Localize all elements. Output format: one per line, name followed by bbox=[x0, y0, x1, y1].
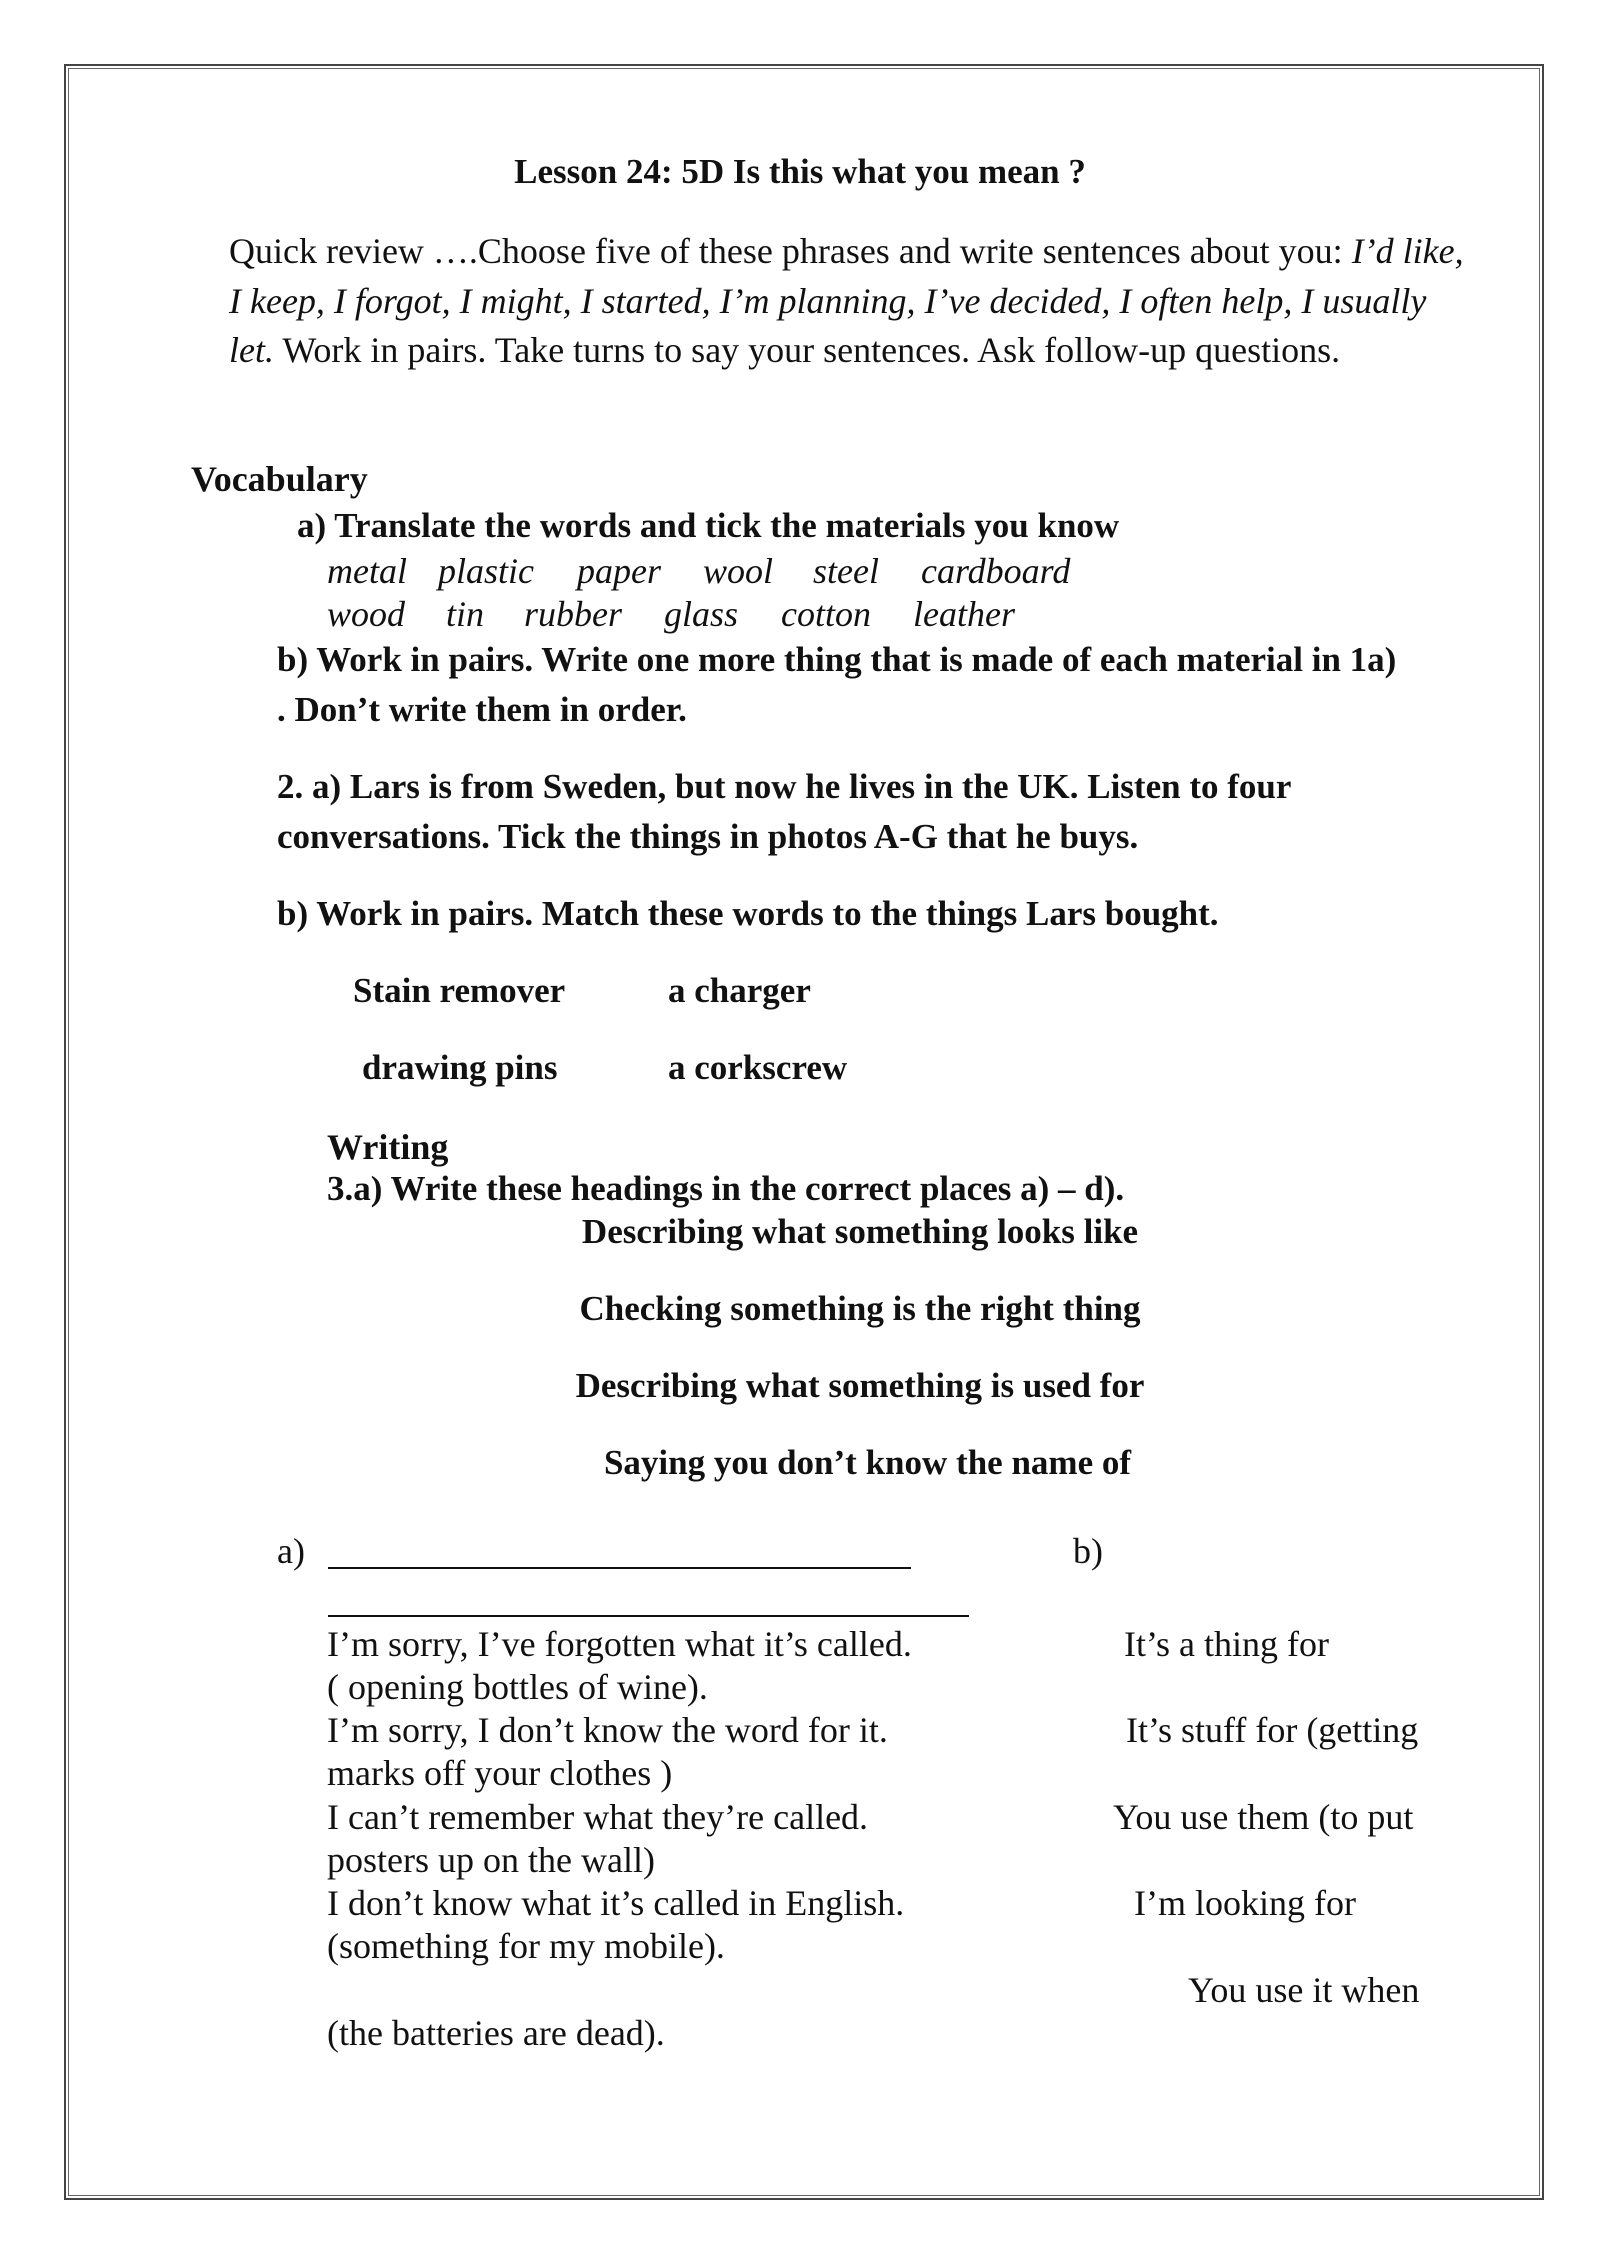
left-line-6: posters up on the wall) bbox=[327, 1840, 655, 1880]
heading-option-checking: Checking something is the right thing bbox=[579, 1289, 1141, 1328]
heading-option-looks-like: Describing what something looks like bbox=[581, 1212, 1139, 1251]
lesson-title: Lesson 24: 5D Is this what you mean ? bbox=[514, 152, 1086, 191]
quick-review-lead: Quick review ….Choose five of these phrases and write sentences about you: bbox=[229, 231, 1352, 271]
answer-blank-a1[interactable] bbox=[328, 1567, 911, 1569]
right-line-3: You use them (to put bbox=[1113, 1797, 1414, 1837]
writing-heading: Writing bbox=[327, 1127, 449, 1167]
word-glass: glass bbox=[664, 594, 739, 634]
word-tin: tin bbox=[446, 594, 485, 634]
vocabulary-task-a: a) Translate the words and tick the materials you know bbox=[297, 506, 1120, 545]
left-line-4: marks off your clothes ) bbox=[327, 1753, 673, 1793]
word-cardboard: cardboard bbox=[921, 551, 1071, 591]
right-line-5: You use it when bbox=[1188, 1970, 1420, 2010]
match-word-charger: a charger bbox=[668, 971, 811, 1010]
page-border bbox=[64, 64, 1544, 2200]
right-line-1: It’s a thing for bbox=[1124, 1624, 1329, 1664]
answer-label-a: a) bbox=[277, 1531, 305, 1571]
quick-review-tail: Work in pairs. Take turns to say your sentences. Ask follow-up questions. bbox=[273, 330, 1341, 370]
match-word-drawing-pins: drawing pins bbox=[362, 1048, 558, 1087]
exercise2-a-line2: conversations. Tick the things in photos A-G that he buys. bbox=[277, 817, 1139, 856]
vocabulary-heading: Vocabulary bbox=[191, 459, 368, 499]
writing-task: 3.a) Write these headings in the correct places a) – d). bbox=[327, 1169, 1125, 1208]
word-plastic: plastic bbox=[438, 551, 534, 591]
left-line-8: (something for my mobile). bbox=[327, 1926, 725, 1966]
heading-option-used-for: Describing what something is used for bbox=[575, 1366, 1145, 1405]
answer-blank-a2[interactable] bbox=[328, 1615, 969, 1617]
left-line-3: I’m sorry, I don’t know the word for it. bbox=[327, 1710, 888, 1750]
left-line-5: I can’t remember what they’re called. bbox=[327, 1797, 869, 1837]
word-paper: paper bbox=[577, 551, 661, 591]
heading-option-dont-know-name: Saying you don’t know the name of bbox=[603, 1443, 1132, 1482]
match-word-corkscrew: a corkscrew bbox=[668, 1048, 848, 1087]
word-cotton: cotton bbox=[781, 594, 871, 634]
quick-review-paragraph bbox=[229, 227, 1474, 376]
right-line-2: It’s stuff for (getting bbox=[1126, 1710, 1419, 1750]
left-line-2: ( opening bottles of wine). bbox=[327, 1667, 708, 1707]
word-rubber: rubber bbox=[524, 594, 622, 634]
exercise2-a-line1: 2. a) Lars is from Sweden, but now he lives in the UK. Listen to four bbox=[277, 767, 1292, 806]
vocabulary-task-b-line2: . Don’t write them in order. bbox=[277, 690, 687, 729]
word-wool: wool bbox=[703, 551, 774, 591]
left-line-7: I don’t know what it’s called in English. bbox=[327, 1883, 905, 1923]
quick-review-phrases: I’d like, I keep, I forgot, I might, I started, I’m planning, I’ve decided, I often help, I usually let. bbox=[229, 231, 1464, 370]
answer-label-b: b) bbox=[1073, 1531, 1103, 1571]
word-leather: leather bbox=[913, 594, 1015, 634]
word-steel: steel bbox=[813, 551, 879, 591]
exercise2-b: b) Work in pairs. Match these words to the things Lars bought. bbox=[277, 894, 1219, 933]
left-line-9: (the batteries are dead). bbox=[327, 2013, 665, 2053]
word-wood: wood bbox=[327, 594, 406, 634]
right-line-4: I’m looking for bbox=[1134, 1883, 1356, 1923]
vocabulary-task-b-line1: b) Work in pairs. Write one more thing that is made of each material in 1a) bbox=[277, 640, 1397, 679]
word-metal: metal bbox=[327, 551, 407, 591]
left-line-1: I’m sorry, I’ve forgotten what it’s called. bbox=[327, 1624, 912, 1664]
match-word-stain-remover: Stain remover bbox=[353, 971, 566, 1010]
